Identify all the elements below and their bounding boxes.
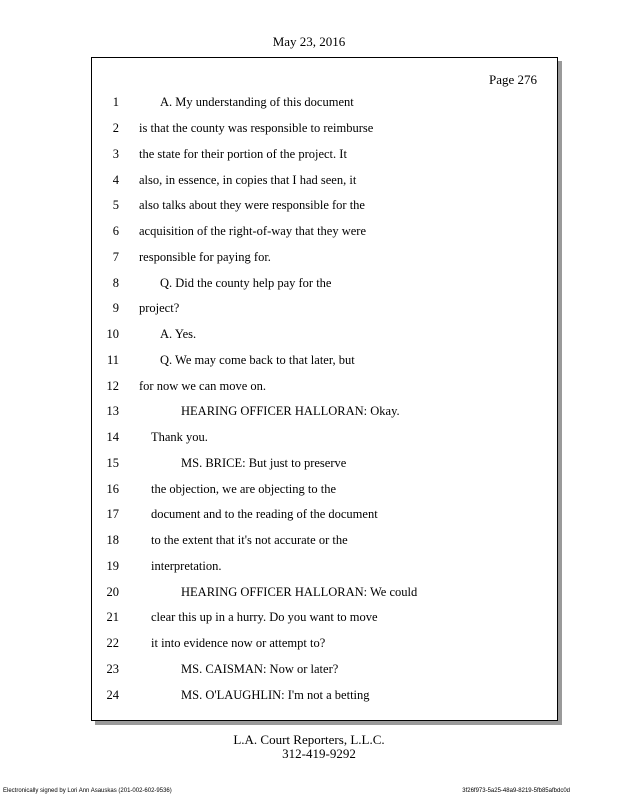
transcript-line	[92, 95, 557, 113]
line-number: 4	[112, 173, 119, 187]
transcript-line	[92, 636, 557, 654]
transcript-line	[92, 456, 557, 474]
transcript-line	[92, 276, 557, 294]
line-number: 19	[106, 559, 119, 573]
line-text: the state for their portion of the project. It	[139, 147, 347, 161]
line-text: Q. Did the county help pay for the	[160, 276, 332, 290]
line-text: responsible for paying for.	[139, 250, 271, 264]
line-text: Q. We may come back to that later, but	[160, 353, 355, 367]
line-number: 1	[112, 95, 119, 109]
line-text: A. My understanding of this document	[160, 95, 354, 109]
line-text: project?	[139, 301, 180, 315]
line-text: to the extent that it's not accurate or the	[151, 533, 348, 547]
line-number: 16	[106, 482, 119, 496]
transcript-line	[92, 327, 557, 345]
transcript-line	[92, 121, 557, 139]
line-number: 13	[106, 404, 119, 418]
line-number: 10	[106, 327, 119, 341]
footer-phone: 312-419-9292	[282, 746, 356, 761]
line-number: 17	[106, 507, 119, 521]
line-number: 21	[106, 610, 119, 624]
line-text: clear this up in a hurry. Do you want to move	[151, 610, 378, 624]
footer	[0, 733, 618, 761]
line-text: also talks about they were responsible for the	[139, 198, 365, 212]
line-number: 11	[106, 353, 119, 367]
line-number: 15	[106, 456, 119, 470]
line-number: 2	[112, 121, 119, 135]
transcript-line	[92, 147, 557, 165]
transcript-line	[92, 533, 557, 551]
transcript-page	[91, 57, 558, 721]
line-number: 14	[106, 430, 119, 444]
transcript-line	[92, 688, 557, 706]
transcript-line	[92, 482, 557, 500]
line-number: 12	[106, 379, 119, 393]
line-text: the objection, we are objecting to the	[151, 482, 337, 496]
line-number: 23	[106, 662, 119, 676]
line-number: 7	[112, 250, 119, 264]
line-text: HEARING OFFICER HALLORAN: Okay.	[181, 404, 400, 418]
transcript-line	[92, 559, 557, 577]
signature-right: 3f26f973-5a25-48a9-8219-5fb85afbdc0d	[462, 788, 570, 794]
line-text: HEARING OFFICER HALLORAN: We could	[181, 585, 418, 599]
page-number: Page 276	[488, 72, 537, 87]
signature-left: Electronically signed by Lori Ann Asauskas (201-002-602-9536)	[3, 788, 172, 794]
line-number: 20	[106, 585, 119, 599]
line-text: A. Yes.	[160, 327, 197, 341]
transcript-line	[92, 301, 557, 319]
transcript-line	[92, 198, 557, 216]
line-number: 9	[112, 301, 119, 315]
line-number: 8	[112, 276, 119, 290]
transcript-line	[92, 250, 557, 268]
footer-company: L.A. Court Reporters, L.L.C.	[233, 732, 385, 747]
transcript-line	[92, 353, 557, 371]
line-text: MS. O'LAUGHLIN: I'm not a betting	[181, 688, 370, 702]
line-text: is that the county was responsible to reimburse	[139, 121, 374, 135]
header-date: May 23, 2016	[272, 34, 346, 49]
line-text: document and to the reading of the document	[151, 507, 378, 521]
transcript-line	[92, 662, 557, 680]
transcript-line	[92, 379, 557, 397]
transcript-line	[92, 585, 557, 603]
line-text: MS. BRICE: But just to preserve	[181, 456, 347, 470]
line-number: 6	[112, 224, 119, 238]
line-text: Thank you.	[151, 430, 208, 444]
line-text: MS. CAISMAN: Now or later?	[181, 662, 339, 676]
line-text: it into evidence now or attempt to?	[151, 636, 326, 650]
transcript-line	[92, 404, 557, 422]
line-text: also, in essence, in copies that I had seen, it	[139, 173, 357, 187]
line-number: 24	[106, 688, 119, 702]
line-number: 3	[112, 147, 119, 161]
line-number: 5	[112, 198, 119, 212]
line-text: interpretation.	[151, 559, 222, 573]
transcript-line	[92, 507, 557, 525]
transcript-line	[92, 430, 557, 448]
transcript-line	[92, 224, 557, 242]
transcript-line	[92, 173, 557, 191]
line-text: for now we can move on.	[139, 379, 267, 393]
line-number: 22	[106, 636, 119, 650]
transcript-line	[92, 610, 557, 628]
line-number: 18	[106, 533, 119, 547]
line-text: acquisition of the right-of-way that they were	[139, 224, 367, 238]
